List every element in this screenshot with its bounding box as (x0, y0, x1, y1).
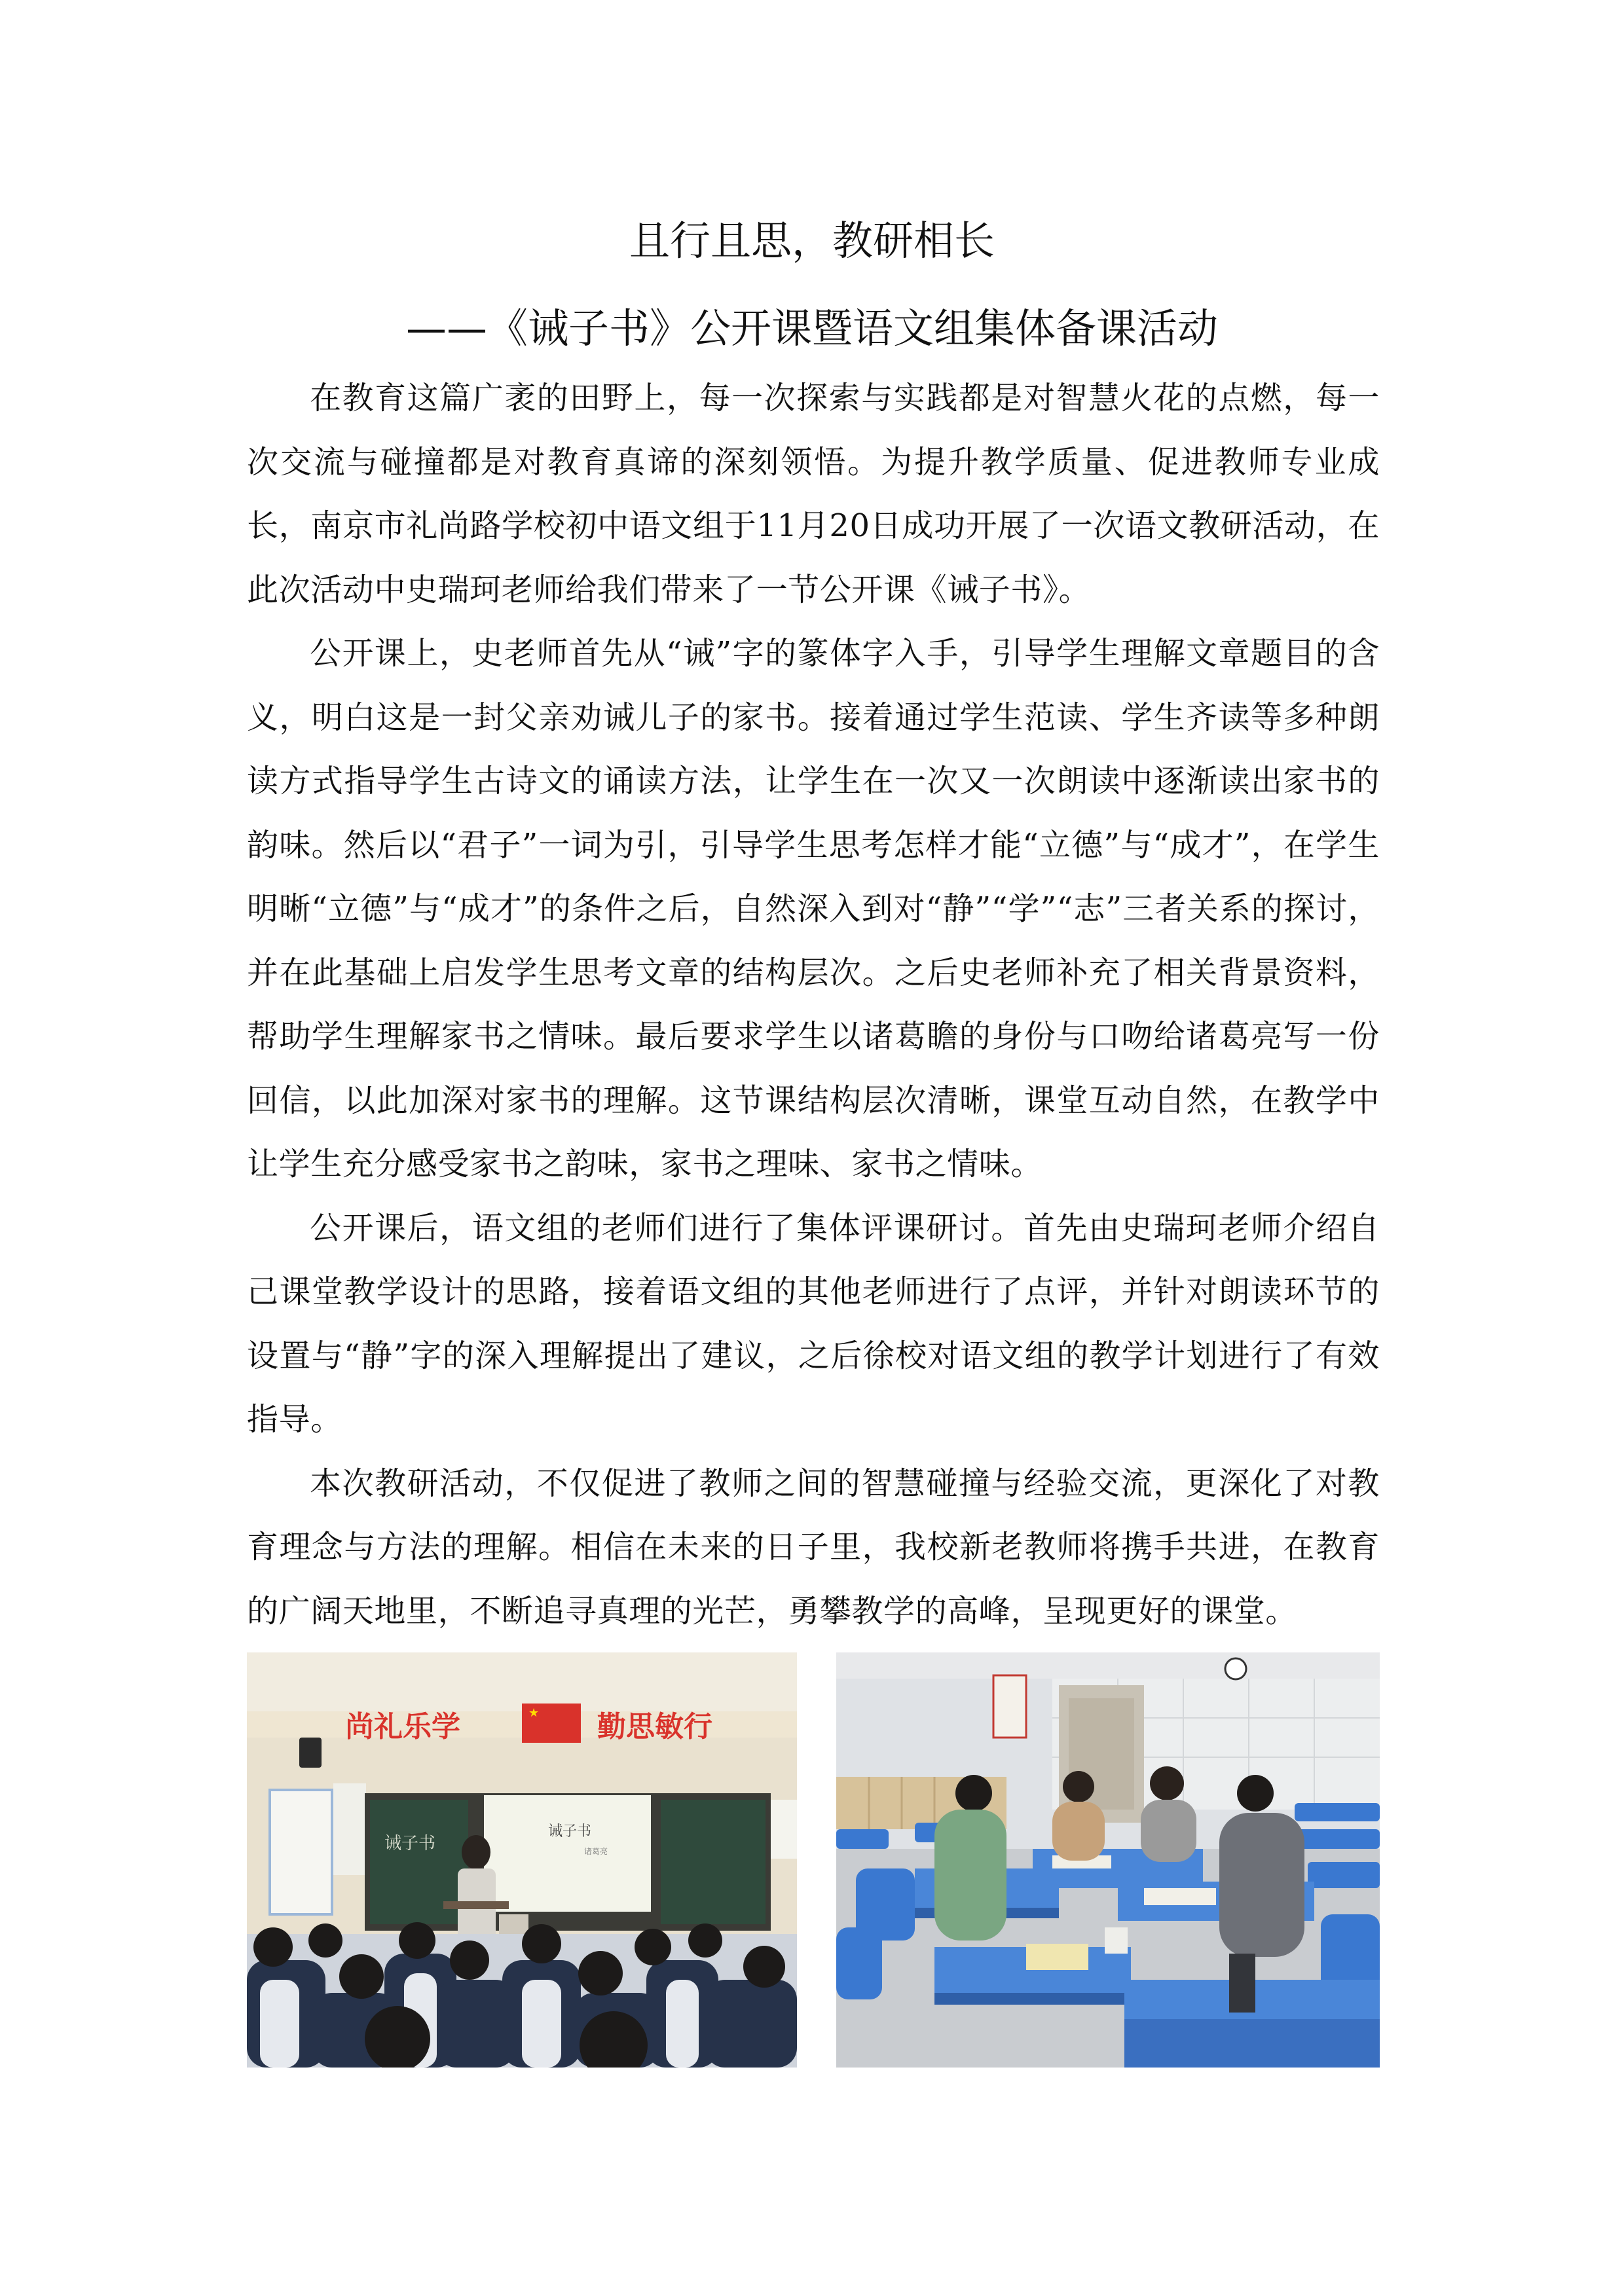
slide-title: 诫子书 (548, 1823, 592, 1840)
banner-left-text: 尚礼乐学 (345, 1710, 460, 1743)
slide-author: 诸葛亮 (584, 1847, 608, 1856)
paragraph-intro: 在教育这篇广袤的田野上，每一次探索与实践都是对智慧火花的点燃，每一次交流与碰撞都是对教育真谛的深刻领悟。为提升教学质量、促进教师专业成长，南京市礼尚路学校初中语文组于11月20日成功开展了一次语文教研活动，在此次活动中史瑞珂老师给我们带来了一节公开课《诫子书》。 (247, 380, 1380, 608)
photo-row (247, 1652, 1380, 2068)
page-title: 且行且思，教研相长 (629, 217, 995, 264)
board-text: 诫子书 (384, 1834, 436, 1853)
classroom-lesson-photo (247, 1652, 797, 2068)
page-subtitle: ——《诫子书》公开课暨语文组集体备课活动 (405, 304, 1218, 352)
paragraph-lesson: 公开课上，史老师首先从“诫”字的篆体字入手，引导学生理解文章题目的含义，明白这是一封父亲劝诫儿子的家书。接着通过学生范读、学生齐读等多种朗读方式指导学生古诗文的诵读方法，让学生在一次又一次朗读中逐渐读出家书的韵味。然后以“君子”一词为引，引导学生思考怎样才能“立德”与“成才”，在学生明晰“立德”与“成才”的条件之后，自然深入到对“静”“学”“志”三者关系的探讨，并在此基础上启发学生思考文章的结构层次。之后史老师补充了相关背景资料，帮助学生理解家书之情味。最后要求学生以诸葛瞻的身份与口吻给诸葛亮写一份回信，以此加深对家书的理解。这节课结构层次清晰，课堂互动自然，在教学中让学生充分感受家书之韵味，家书之理味、家书之情味。 (247, 635, 1380, 1182)
clock-icon (1225, 1658, 1246, 1679)
svg-text:★: ★ (528, 1706, 540, 1720)
paragraph-conclusion: 本次教研活动，不仅促进了教师之间的智慧碰撞与经验交流，更深化了对教育理念与方法的理解。相信在未来的日子里，我校新老教师将携手共进，在教育的广阔天地里，不断追寻真理的光芒，勇攀教学的高峰，呈现更好的课堂。 (247, 1465, 1380, 1630)
paragraph-review: 公开课后，语文组的老师们进行了集体评课研讨。首先由史瑞珂老师介绍自己课堂教学设计的思路，接着语文组的其他老师进行了点评，并针对朗读环节的设置与“静”字的深入理解提出了建议，之后徐校对语文组的教学计划进行了有效指导。 (247, 1209, 1380, 1438)
banner-right-text: 勤思敏行 (597, 1710, 712, 1743)
group-discussion-photo (836, 1652, 1380, 2068)
article-body (247, 367, 1380, 1643)
